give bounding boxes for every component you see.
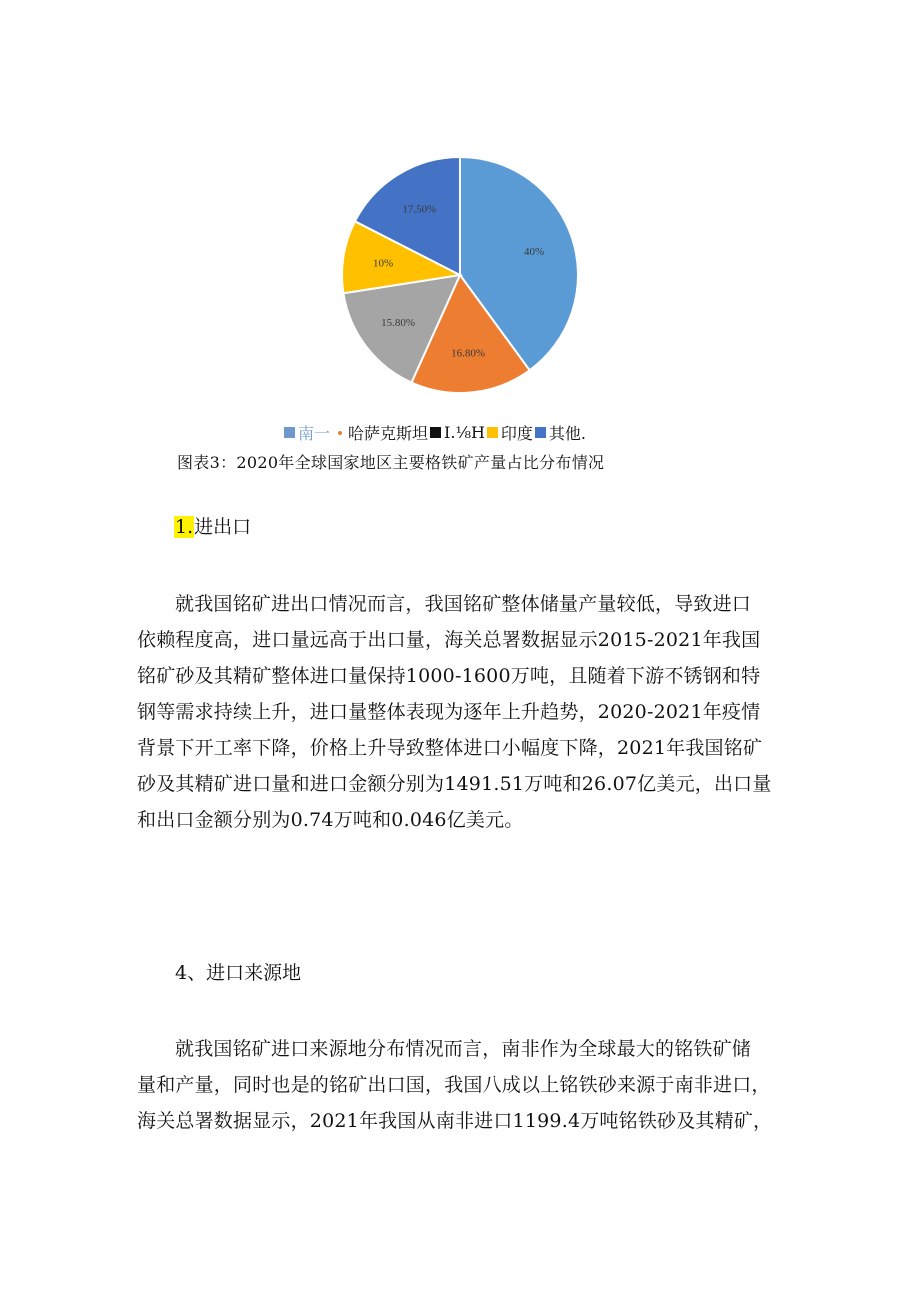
legend-swatch-5 <box>535 427 546 438</box>
pie-data-label-4: 10% <box>373 257 394 270</box>
paragraph-line: 海关总署数据显示，2021年我国从南非进口1199.4万吨铭铁砂及其精矿， <box>137 1110 773 1132</box>
legend-swatch-4 <box>487 427 498 438</box>
legend-swatch-1 <box>284 427 295 438</box>
paragraph-line: 背景下开工率下降，价格上升导致整体进口小幅度下降，2021年我国铭矿 <box>137 737 763 759</box>
paragraph-line: 依赖程度高，进口量远高于出口量，海关总署数据显示2015-2021年我国 <box>137 629 761 651</box>
pie-data-label-2: 16.80% <box>451 347 486 360</box>
section-title-1: 进出口 <box>194 516 252 538</box>
paragraph-line: 量和产量，同时也是的铭矿出口国，我国八成以上铭铁砂来源于南非进口， <box>137 1074 771 1096</box>
paragraph-line: 砂及其精矿进口量和进口金额分别为1491.51万吨和26.07亿美元，出口量 <box>137 773 772 795</box>
paragraph-import-source <box>137 1031 797 1139</box>
paragraph-line: 铭矿砂及其精矿整体进口量保持1000-1600万吨，且随着下游不锈钢和特 <box>137 665 761 687</box>
legend-item-4 <box>487 421 533 444</box>
section-heading-2: 4、进口来源地 <box>175 962 302 984</box>
figure-caption: 图表3：2020年全球国家地区主要格铁矿产量占比分布情况 <box>177 453 605 472</box>
pie-chart <box>330 145 590 405</box>
paragraph-line: 就我国铭矿进口来源地分布情况而言，南非作为全球最大的铭铁矿储 <box>175 1038 752 1060</box>
legend-swatch-3 <box>430 427 441 438</box>
legend-label-4: 印度 <box>500 424 533 443</box>
pie-data-label-1: 40% <box>523 245 545 258</box>
legend-label-3: I.⅛H <box>444 423 485 442</box>
legend-item-3 <box>430 423 485 442</box>
legend-label-2: 哈萨克斯坦 <box>348 424 429 443</box>
legend-item-2 <box>332 421 428 444</box>
section-number-highlight: 1. <box>175 516 194 538</box>
pie-data-label-3: 15.80% <box>381 317 416 330</box>
paragraph-line: 钢等需求持续上升，进口量整体表现为逐年上升趋势，2020-2021年疫情 <box>137 701 761 723</box>
pie-data-label-5: 17.50% <box>402 203 437 216</box>
paragraph-import-export <box>137 586 797 838</box>
chart-legend <box>284 421 588 444</box>
legend-label-1: 南一 <box>298 424 331 443</box>
legend-label-5: 其他. <box>548 424 587 443</box>
legend-swatch-2 <box>338 431 342 435</box>
paragraph-line: 和出口金额分别为0.74万吨和0.046亿美元。 <box>137 809 524 831</box>
legend-item-1 <box>284 421 330 444</box>
paragraph-line: 就我国铭矿进出口情况而言，我国铭矿整体储量产量较低，导致进口 <box>175 593 752 615</box>
section-heading-1 <box>174 512 251 539</box>
legend-item-5 <box>535 421 586 444</box>
